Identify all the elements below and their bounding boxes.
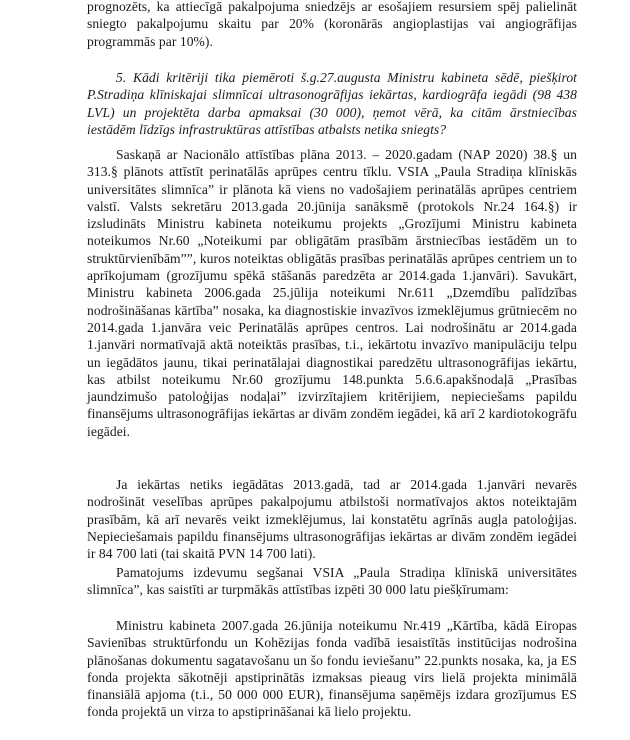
answer-paragraph: Saskaņā ar Nacionālo attīstības plāna 2013. – 2020.gadam (NAP 2020) 38.§ un 313.§ plānots attīstīt perinatālās aprūpes centru tīklu. VSIA „Paula Stradiņa klīniskās universitātes slimnīca” ir plānota kā viens no vadošajiem perinatālās aprūpes centriem valstī. Valsts sekretāru 2013.gada 20.jūnija sanāksmē (protokols Nr.24 164.§) ir izsludināts Ministru kabineta noteikumu projekts „Grozījumi Ministru kabineta noteikumos Nr.60 „Noteikumi par obligātām prasībām ārstniecības iestādēm un to struktūrvienībām””, kuros noteiktas obligātās prasības perinatālās aprūpes centriem un to aprīkojumam (grozījumu spēkā stāšanās paredzēta ar 2014.gada 1.janvāri). Savukārt, Ministru kabineta 2006.gada 25.jūlija noteikumi Nr.611 „Dzemdību palīdzības nodrošināšanas kārtība” nosaka, ka diagnostiskie invazīvos izmeklējumus grūtniecēm no 2014.gada 1.janvāra veic Perinatālās aprūpes centros. Lai nodrošinātu ar 2014.gada 1.janvāri normatīvajā aktā noteiktās prasības, t.i., iekārtotu invazīvo manipulāciju telpu un iegādātos jaunu, tikai perinatālajai diagnostikai paredzētu ultrasonogrāfijas iekārtu, kas atbilst noteikumu Nr.60 grozījumu 148.punkta 5.6.6.apakšnodaļā „Prasības jaundzimušo patoloģijas nodaļai” izvirzītajiem kritērijiem, nepieciešams papildu finansējums ultrasonogrāfijas iekārtas ar divām zondēm iegādei, kā arī 2 kardiotokogrāfu iegādei. [87, 147, 577, 439]
justification-heading-paragraph: Pamatojums izdevumu segšanai VSIA „Paula Stradiņa klīniskā universitātes slimnīca”, kas saistīti ar turpmākās attīstības izpēti 30 000 latu piešķīrumam: [87, 565, 577, 598]
regulation-paragraph: Ministru kabineta 2007.gada 26.jūnija noteikumu Nr.419 „Kārtība, kādā Eiropas Savienības struktūrfondu un Kohēzijas fonda vadībā iesaistītās institūcijas nodrošina plānošanas dokumentu sagatavošanu un šo fondu ieviešanu” 22.punkts nosaka, ka, ja ES fonda projekta sākotnēji apstiprinātās izmaksas pieaug virs lielā projekta minimālā finansiālā apjoma (t.i., 50 000 000 EUR), finansējuma saņēmējs izdara grozījumus ES fonda projektā un virza to apstiprināšanai kā lielo projektu. [87, 618, 577, 720]
funding-paragraph: Ja iekārtas netiks iegādātas 2013.gadā, tad ar 2014.gada 1.janvāri nevarēs nodrošināt veselības aprūpes pakalpojumu atbilstoši normatīvajos aktos noteiktajām prasībām, kā arī nevarēs veikt izmeklējumus, lai konstatētu agrīnās augļa patoloģijas. Nepieciešamais papildu finansējums ultrasonogrāfijas iekārtas ar divām zondēm iegādei ir 84 700 lati (tai skaitā PVN 14 700 lati). [87, 477, 577, 562]
question-paragraph: 5. Kādi kritēriji tika piemēroti š.g.27.augusta Ministru kabineta sēdē, piešķirot P.Stradiņa klīniskajai slimnīcai ultrasonogrāfijas iekārtas, kardiogrāfa iegādi (98 438 LVL) un projektēta darba apmaksai (30 000), ņemot vērā, ka citām ārstniecības iestādēm līdzīgs infrastruktūras attīstības atbalsts netika sniegts? [87, 70, 577, 137]
paragraph-continuation: prognozēts, ka attiecīgā pakalpojuma sniedzējs ar esošajiem resursiem spēj palielināt sniegto pakalpojumu skaitu par 20% (koronārās angioplastijas vai angiogrāfijas programmās par 10%). [87, 0, 577, 49]
